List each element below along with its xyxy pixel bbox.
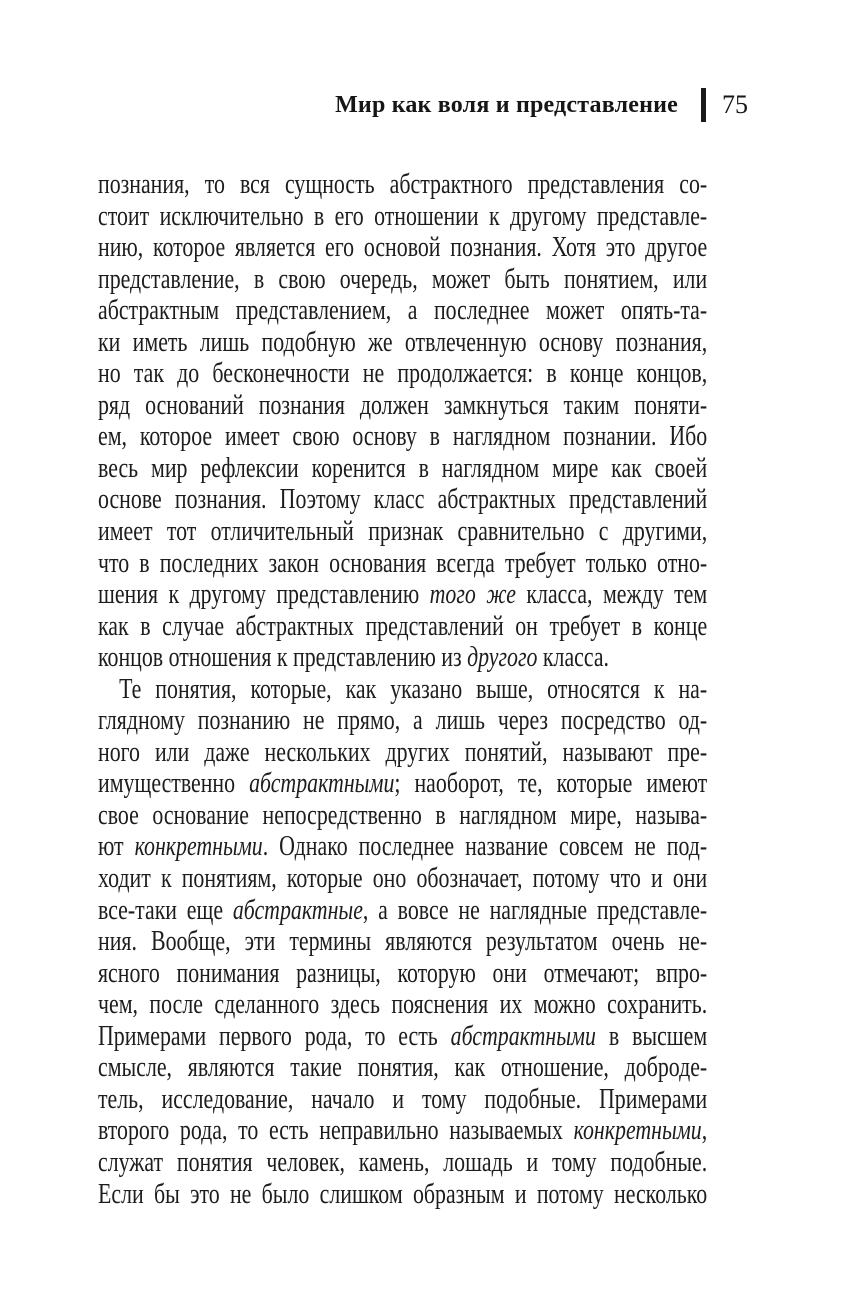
text-line: ки иметь лишь подобную же отвлеченную основу познания, xyxy=(98,326,708,358)
text-line: ют конкретными. Однако последнее название совсем не под- xyxy=(98,831,708,863)
running-header xyxy=(335,86,748,124)
header-rule xyxy=(701,88,706,122)
paragraph xyxy=(98,674,707,1210)
text-line: ряд оснований познания должен замкнуться таким поняти- xyxy=(98,389,708,421)
text-line: познания, то вся сущность абстрактного представления со- xyxy=(98,169,708,200)
text-line: ем, которое имеет свою основу в наглядном познании. Ибо xyxy=(98,421,708,453)
text-line: служат понятия человек, камень, лошадь и тому подобные. xyxy=(98,1146,708,1178)
text-line: все-таки еще абстрактные, а вовсе не наглядные представле- xyxy=(98,894,708,926)
text-line: чем, после сделанного здесь пояснения их можно сохранить. xyxy=(98,989,708,1021)
text-line: глядному познанию не прямо, а лишь через посредство од- xyxy=(98,705,708,737)
text-line: ясного понимания разницы, которую они отмечают; впро- xyxy=(98,957,708,989)
text-line: Примерами первого рода, то есть абстрактными в высшем xyxy=(98,1020,708,1052)
text-line: нию, которое является его основой познания. Хотя это другое xyxy=(98,232,708,264)
text-line: имеет тот отличительный признак сравнительно с другими, xyxy=(98,516,708,548)
text-line: но так до бесконечности не продолжается: в конце концов, xyxy=(98,358,708,390)
text-line: второго рода, то есть неправильно называемых конкретными, xyxy=(98,1115,708,1147)
text-line: ходит к понятиям, которые оно обозначает, потому что и они xyxy=(98,863,708,895)
text-line: Если бы это не было слишком образным и потому несколько xyxy=(98,1178,708,1210)
text-line: ния. Вообще, эти термины являются результатом очень не- xyxy=(98,926,708,958)
text-line: шения к другому представлению того же класса, между тем xyxy=(98,579,708,611)
text-line: что в последних закон основания всегда требует только отно- xyxy=(98,547,708,579)
page-text xyxy=(98,169,707,1210)
text-line: тель, исследование, начало и тому подобные. Примерами xyxy=(98,1083,708,1115)
text-line: абстрактным представлением, а последнее может опять-та- xyxy=(98,295,708,327)
text-line: имущественно абстрактными; наоборот, те, которые имеют xyxy=(98,768,708,800)
paragraph xyxy=(98,169,707,674)
text-line: весь мир рефлексии коренится в наглядном мире как своей xyxy=(98,452,708,484)
text-line: как в случае абстрактных представлений он требует в конце xyxy=(98,610,708,642)
text-line: представление, в свою очередь, может быть понятием, или xyxy=(98,263,708,295)
page-number: 75 xyxy=(722,90,748,119)
running-title: Мир как воля и представление xyxy=(335,91,678,118)
text-line: смысле, являются такие понятия, как отношение, доброде- xyxy=(98,1052,708,1084)
text-line: свое основание непосредственно в наглядном мире, называ- xyxy=(98,799,708,831)
text-line: Те понятия, которые, как указано выше, относятся к на- xyxy=(119,673,708,705)
text-line: основе познания. Поэтому класс абстрактных представлений xyxy=(98,484,708,516)
text-line: ного или даже нескольких других понятий, называют пре- xyxy=(98,736,708,768)
text-line: концов отношения к представлению из другого класса. xyxy=(98,642,610,674)
text-line: стоит исключительно в его отношении к другому представле- xyxy=(98,200,708,232)
